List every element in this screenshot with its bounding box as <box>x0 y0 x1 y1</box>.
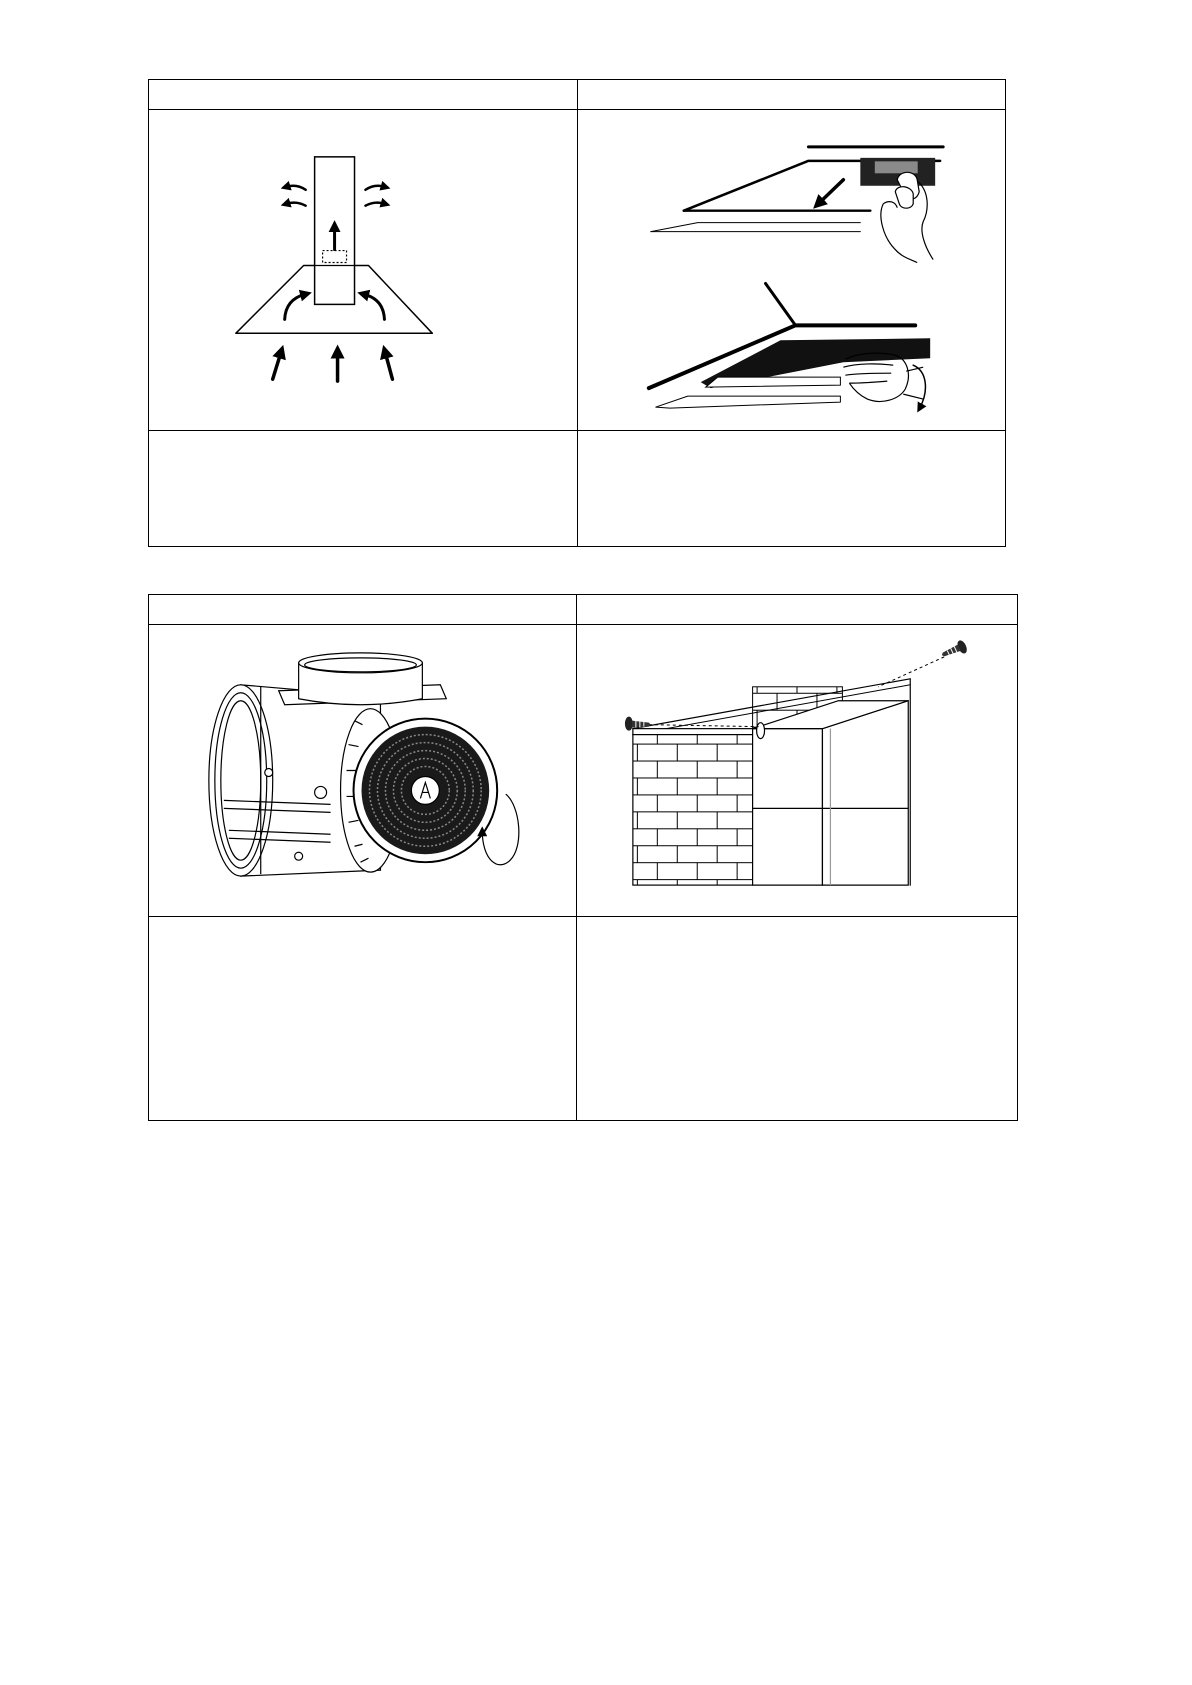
curved-arrow-icon <box>285 294 305 319</box>
table-header-cell <box>149 80 578 110</box>
outlet-collar <box>279 653 447 705</box>
arrow-right-icon <box>365 203 384 206</box>
instruction-table-1 <box>148 79 1006 547</box>
grease-filter-removal-icon <box>578 110 1005 430</box>
illustration-cell <box>577 625 1018 917</box>
arrow-up-icon <box>385 353 392 379</box>
hand-icon <box>881 172 933 262</box>
caption-cell <box>577 917 1018 1121</box>
arrow-down-left-icon <box>819 180 843 203</box>
chimney-cover <box>753 701 909 885</box>
table-header-cell <box>577 595 1018 625</box>
arrow-right-icon <box>365 186 384 190</box>
arrow-up-icon <box>273 353 281 379</box>
table-header-cell <box>578 80 1006 110</box>
curved-arrow-icon <box>913 365 925 409</box>
illustration-cell <box>149 625 577 917</box>
arrow-left-icon <box>287 203 306 206</box>
range-hood-airflow-icon <box>149 110 577 430</box>
table-header-cell <box>149 595 577 625</box>
curved-arrow-icon <box>364 294 384 319</box>
caption-cell <box>149 917 577 1121</box>
bracket-hole <box>757 723 765 739</box>
caption-cell <box>578 431 1006 547</box>
brick-wall <box>633 735 753 885</box>
illustration-cell <box>578 110 1006 431</box>
guide-line <box>649 725 759 727</box>
carbon-filter <box>354 719 498 863</box>
arrow-left-icon <box>287 186 306 190</box>
screw-icon <box>939 639 968 663</box>
caption-cell <box>149 431 578 547</box>
illustration-cell <box>149 110 578 431</box>
carbon-filter-rotation-icon <box>149 625 576 916</box>
guide-line <box>878 657 944 687</box>
instruction-table-2 <box>148 594 1018 1121</box>
chimney-wall-screw-icon <box>577 625 1017 916</box>
wall-top-slab <box>633 729 753 735</box>
